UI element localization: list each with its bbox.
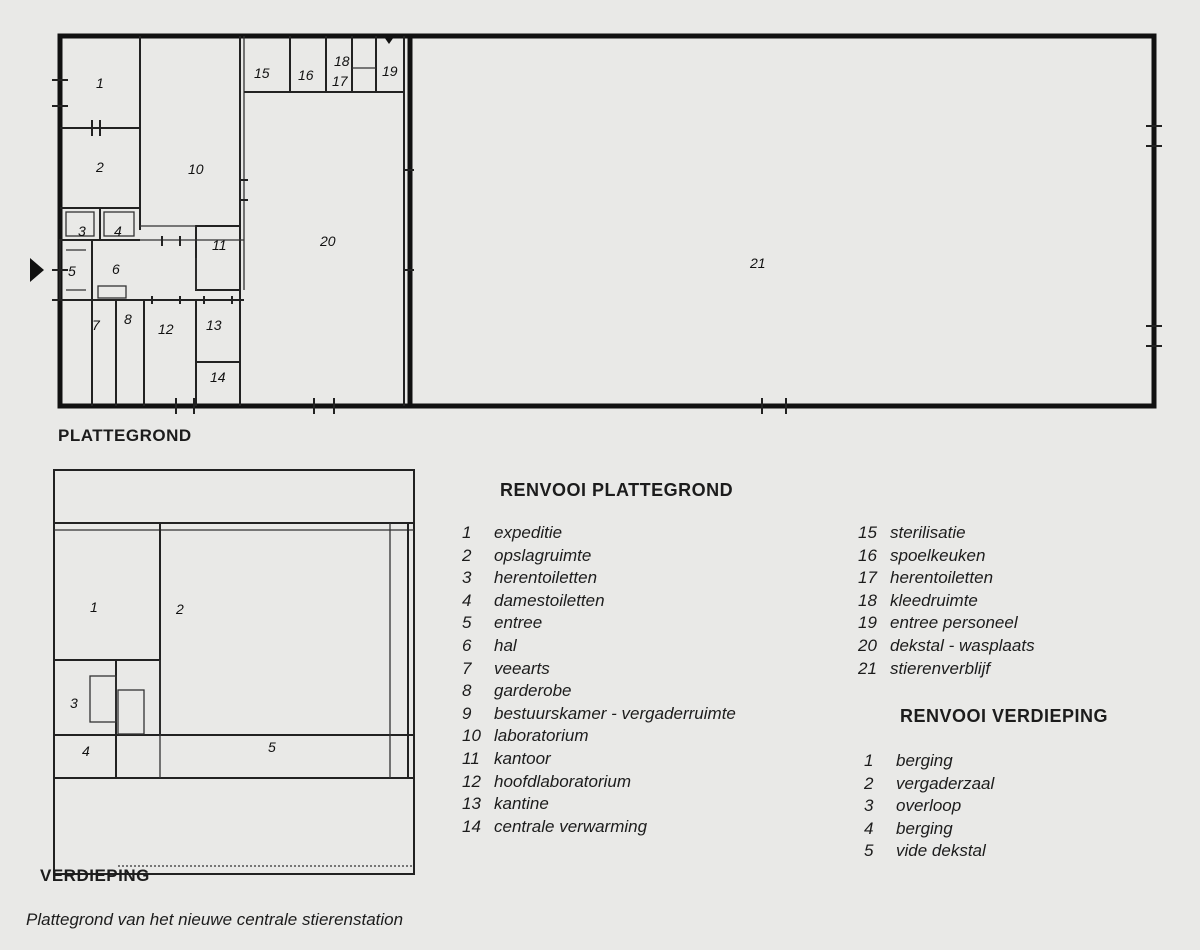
legend-item-number: 9 — [462, 703, 472, 723]
legend-item-label: kantoor — [494, 748, 551, 768]
legend-item-label: hoofdlaboratorium — [494, 771, 632, 791]
room-label-5: 5 — [68, 263, 76, 279]
legend-item — [858, 522, 1035, 545]
outer-wall — [60, 36, 1154, 406]
legend-item — [462, 635, 736, 658]
legend-item-label: kantine — [494, 794, 549, 814]
room-label-7: 7 — [92, 317, 100, 333]
legend-item-label: garderobe — [494, 681, 572, 701]
legend-floor-title: RENVOOI PLATTEGROND — [500, 480, 734, 500]
room-label-2: 2 — [96, 159, 104, 175]
legend-item-number: 2 — [864, 773, 874, 793]
legend-item-number: 1 — [462, 523, 472, 542]
room-label-19: 19 — [382, 63, 398, 79]
upper-floor-caption: VERDIEPING — [40, 866, 150, 885]
room-label-12: 12 — [158, 321, 174, 337]
legend-item — [462, 725, 736, 748]
room-label-8: 8 — [124, 311, 132, 327]
legend-item-label: entree personeel — [890, 613, 1018, 633]
entrance-arrow-icon — [30, 258, 44, 282]
legend-item-number: 7 — [462, 658, 472, 678]
room-label-18: 18 — [334, 53, 350, 69]
legend-item-number: 14 — [462, 816, 481, 836]
room-label-17: 17 — [332, 73, 348, 89]
legend-item-number: 12 — [462, 771, 481, 791]
legend-item-label: bestuurskamer - vergaderruimte — [494, 703, 736, 723]
legend-item-number: 3 — [462, 568, 472, 588]
legend-upper-list — [864, 750, 994, 863]
legend-upper-title: RENVOOI VERDIEPING — [900, 706, 1109, 726]
legend-item-label: berging — [896, 818, 953, 838]
legend-item — [864, 773, 994, 796]
legend-item — [864, 795, 994, 818]
legend-item-number: 5 — [462, 613, 472, 633]
legend-item-number: 21 — [858, 658, 877, 678]
legend-item — [462, 703, 736, 726]
room-label-15: 15 — [254, 65, 270, 81]
figure-caption: Plattegrond van het nieuwe centrale stierenstation — [26, 910, 404, 929]
legend-item-label: entree — [494, 613, 543, 633]
legend-item-number: 1 — [864, 751, 874, 770]
legend-item — [462, 658, 736, 681]
room-label-13: 13 — [206, 317, 222, 333]
legend-item-number: 18 — [858, 590, 877, 610]
upper-room-label-2: 2 — [176, 601, 184, 617]
legend-item — [462, 680, 736, 703]
room-label-20: 20 — [320, 233, 336, 249]
legend-item — [462, 793, 736, 816]
legend-item-number: 8 — [462, 681, 472, 701]
room-label-4: 4 — [114, 223, 122, 239]
legend-item — [462, 816, 736, 839]
legend-item-number: 4 — [864, 818, 874, 838]
legend-item — [462, 612, 736, 635]
legend-item-label: kleedruimte — [890, 590, 978, 610]
legend-item-number: 19 — [858, 613, 877, 633]
legend-item-number: 10 — [462, 726, 481, 746]
drain-icon — [382, 34, 396, 44]
legend-item-number: 5 — [864, 841, 874, 861]
room-label-11: 11 — [212, 237, 227, 253]
legend-item-number: 6 — [462, 635, 472, 655]
room-label-14: 14 — [210, 369, 226, 385]
legend-floor-list-right — [858, 522, 1035, 680]
legend-item-number: 20 — [858, 635, 877, 655]
room-label-21: 21 — [750, 255, 766, 271]
upper-room-label-1: 1 — [90, 599, 98, 615]
legend-item-label: spoelkeuken — [890, 545, 986, 565]
legend-item-number: 4 — [462, 590, 472, 610]
legend-item-label: herentoiletten — [890, 568, 994, 588]
legend-floor-list-left — [462, 522, 736, 838]
legend-item-label: dekstal - wasplaats — [890, 635, 1035, 655]
legend-item-number: 2 — [462, 545, 472, 565]
legend-item — [858, 590, 1035, 613]
legend-item-label: berging — [896, 751, 953, 770]
legend-item — [864, 750, 994, 773]
legend-item — [858, 635, 1035, 658]
legend-item — [858, 612, 1035, 635]
legend-item-label: overloop — [896, 796, 962, 816]
legend-item — [858, 567, 1035, 590]
legend-item — [858, 658, 1035, 681]
legend-item — [858, 545, 1035, 568]
legend-item-label: opslagruimte — [494, 545, 592, 565]
legend-item-number: 16 — [858, 545, 877, 565]
room-label-16: 16 — [298, 67, 314, 83]
floor-plan-caption: PLATTEGROND — [58, 426, 192, 445]
legend-item-label: vide dekstal — [896, 841, 986, 861]
legend-item-label: laboratorium — [494, 726, 589, 746]
legend-item-label: veearts — [494, 658, 550, 678]
legend-item — [462, 567, 736, 590]
upper-room-label-4: 4 — [82, 743, 90, 759]
legend-item — [864, 818, 994, 841]
room-label-3: 3 — [78, 223, 86, 239]
room-label-6: 6 — [112, 261, 120, 277]
legend-item-label: damestoiletten — [494, 590, 605, 610]
room-label-1: 1 — [96, 75, 104, 91]
legend-item-label: stierenverblijf — [890, 658, 991, 678]
legend-item — [462, 590, 736, 613]
legend-item-number: 11 — [462, 748, 480, 768]
upper-room-label-5: 5 — [268, 739, 276, 755]
legend-item-label: vergaderzaal — [896, 773, 995, 793]
legend-item-number: 17 — [858, 568, 877, 588]
legend-item — [462, 522, 736, 545]
legend-item-label: centrale verwarming — [494, 816, 648, 836]
legend-item — [462, 545, 736, 568]
legend-item-number: 3 — [864, 796, 874, 816]
legend-item-label: expeditie — [494, 523, 563, 542]
legend-item-label: sterilisatie — [890, 523, 966, 542]
legend-item — [462, 748, 736, 771]
legend-item-number: 13 — [462, 794, 481, 814]
legend-item — [462, 771, 736, 794]
legend-item — [864, 840, 994, 863]
legend-item-label: herentoiletten — [494, 568, 598, 588]
upper-room-label-3: 3 — [70, 695, 78, 711]
legend-item-number: 15 — [858, 523, 877, 542]
room-label-10: 10 — [188, 161, 204, 177]
legend-item-label: hal — [494, 635, 517, 655]
